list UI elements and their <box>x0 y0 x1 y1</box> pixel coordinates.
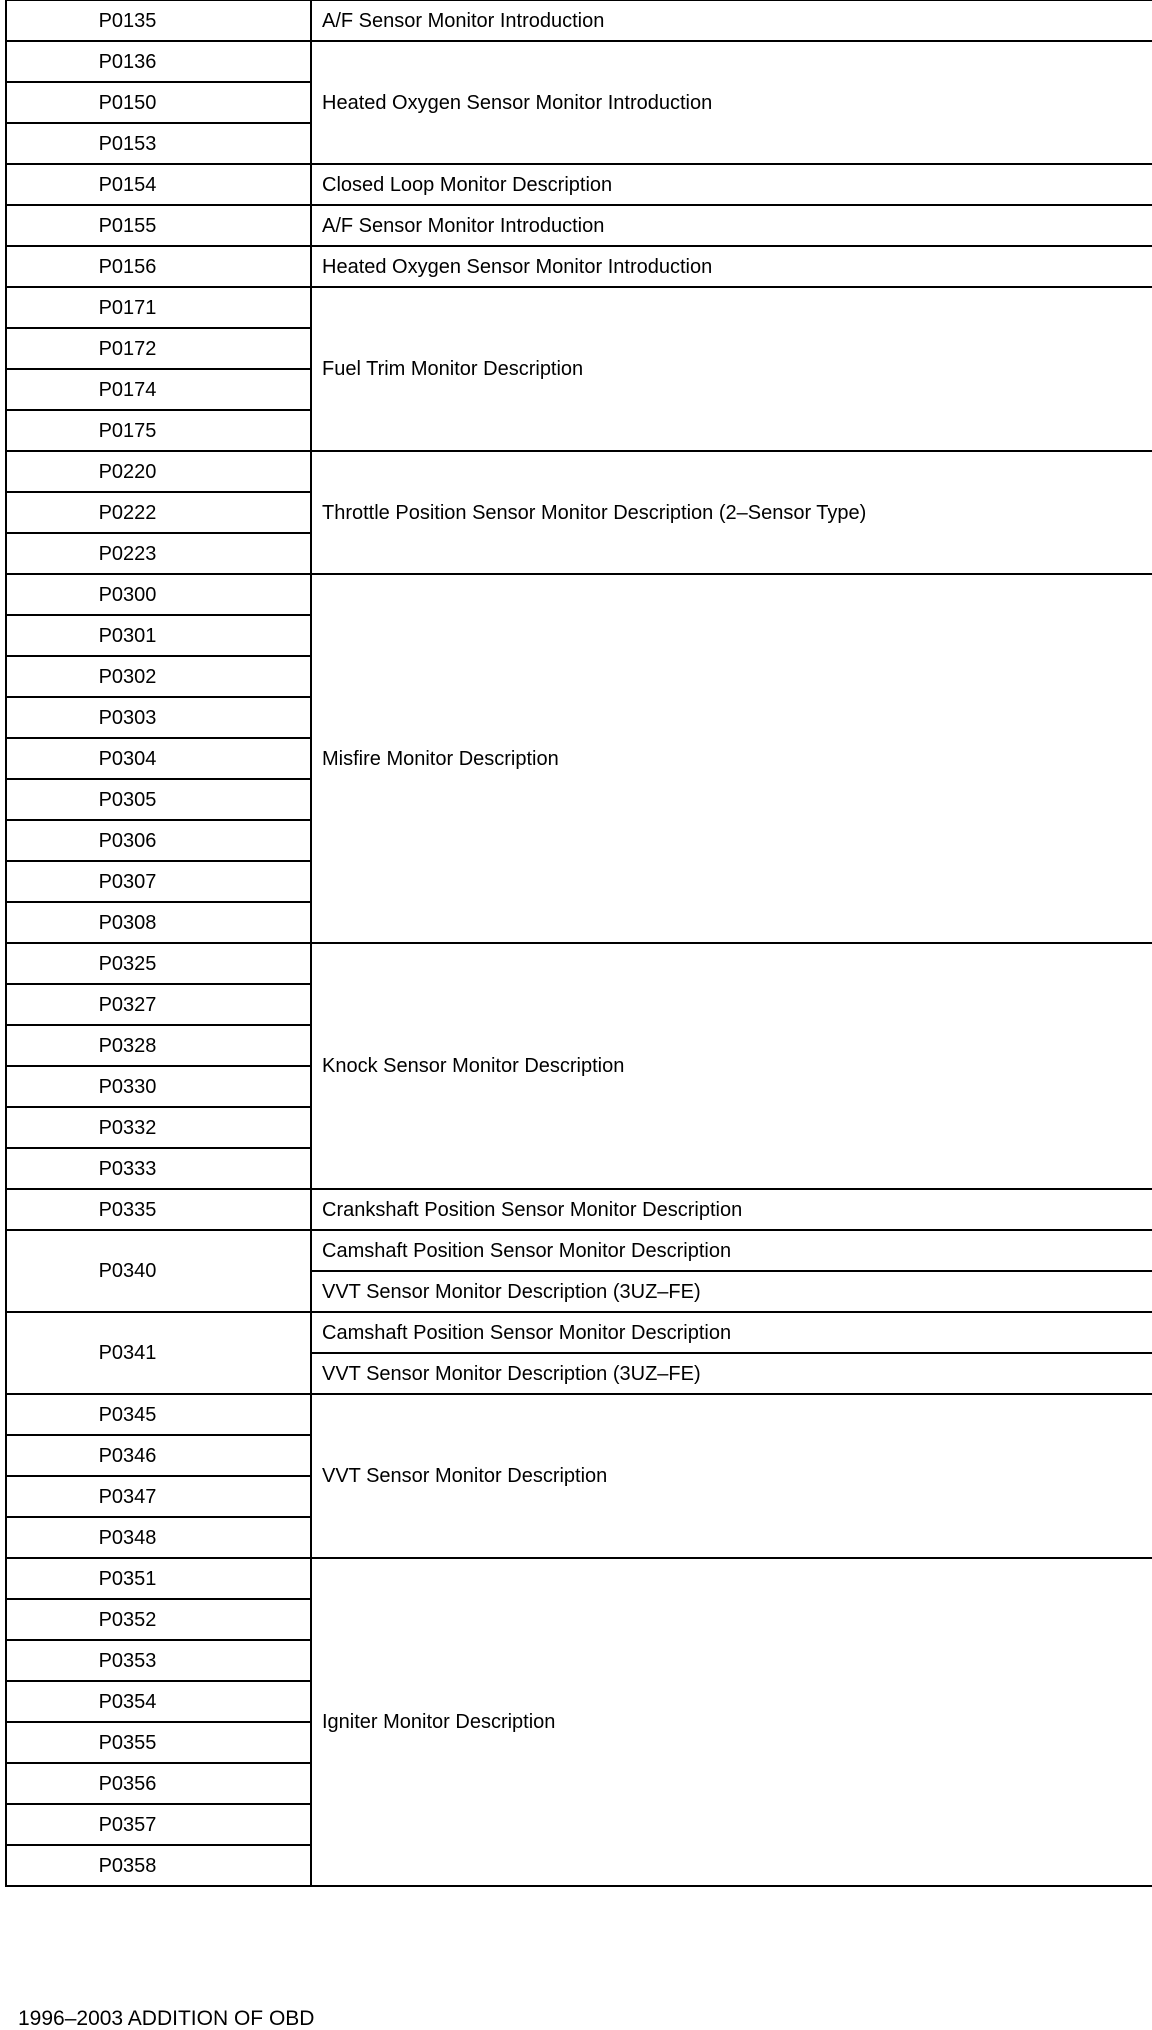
dtc-code-cell: P0352 <box>6 1599 311 1640</box>
dtc-code-cell: P0304 <box>6 738 311 779</box>
monitor-description-cell: Camshaft Position Sensor Monitor Description <box>311 1312 1152 1353</box>
monitor-description-cell: Closed Loop Monitor Description <box>311 164 1152 205</box>
dtc-code-cell: P0341 <box>6 1312 311 1394</box>
dtc-code-cell: P0345 <box>6 1394 311 1435</box>
table-row <box>6 943 1152 984</box>
monitor-description-cell: VVT Sensor Monitor Description (3UZ–FE) <box>311 1353 1152 1394</box>
dtc-code-cell: P0222 <box>6 492 311 533</box>
dtc-code-cell: P0303 <box>6 697 311 738</box>
monitor-description-cell: Igniter Monitor Description <box>311 1558 1152 1886</box>
dtc-code-cell: P0330 <box>6 1066 311 1107</box>
table-row <box>6 574 1152 615</box>
table-row <box>6 451 1152 492</box>
dtc-code-cell: P0332 <box>6 1107 311 1148</box>
table-row <box>6 1189 1152 1230</box>
monitor-description-cell: Heated Oxygen Sensor Monitor Introduction <box>311 246 1152 287</box>
monitor-description-cell: VVT Sensor Monitor Description <box>311 1394 1152 1558</box>
table-row <box>6 1312 1152 1353</box>
dtc-code-cell: P0302 <box>6 656 311 697</box>
dtc-code-cell: P0150 <box>6 82 311 123</box>
dtc-code-cell: P0351 <box>6 1558 311 1599</box>
table-row <box>6 287 1152 328</box>
dtc-code-cell: P0175 <box>6 410 311 451</box>
dtc-code-cell: P0308 <box>6 902 311 943</box>
table-row <box>6 246 1152 287</box>
dtc-code-cell: P0358 <box>6 1845 311 1886</box>
dtc-code-cell: P0172 <box>6 328 311 369</box>
monitor-description-cell: A/F Sensor Monitor Introduction <box>311 205 1152 246</box>
dtc-code-cell: P0136 <box>6 41 311 82</box>
table-row <box>6 1 1152 42</box>
dtc-code-cell: P0153 <box>6 123 311 164</box>
dtc-code-cell: P0355 <box>6 1722 311 1763</box>
table-row <box>6 205 1152 246</box>
table-row <box>6 41 1152 82</box>
dtc-code-cell: P0223 <box>6 533 311 574</box>
dtc-code-cell: P0354 <box>6 1681 311 1722</box>
dtc-code-cell: P0156 <box>6 246 311 287</box>
dtc-code-cell: P0356 <box>6 1763 311 1804</box>
dtc-code-cell: P0301 <box>6 615 311 656</box>
dtc-code-cell: P0300 <box>6 574 311 615</box>
dtc-code-cell: P0335 <box>6 1189 311 1230</box>
monitor-description-cell: Throttle Position Sensor Monitor Description (2–Sensor Type) <box>311 451 1152 574</box>
dtc-code-cell: P0357 <box>6 1804 311 1845</box>
monitor-description-cell: Misfire Monitor Description <box>311 574 1152 943</box>
dtc-code-cell: P0333 <box>6 1148 311 1189</box>
page-footer: 1996–2003 ADDITION OF OBD <box>18 2007 315 2030</box>
table-row <box>6 1558 1152 1599</box>
dtc-code-cell: P0346 <box>6 1435 311 1476</box>
dtc-code-cell: P0155 <box>6 205 311 246</box>
monitor-description-cell: Crankshaft Position Sensor Monitor Description <box>311 1189 1152 1230</box>
dtc-code-cell: P0348 <box>6 1517 311 1558</box>
dtc-code-cell: P0305 <box>6 779 311 820</box>
monitor-description-cell: Fuel Trim Monitor Description <box>311 287 1152 451</box>
dtc-code-cell: P0220 <box>6 451 311 492</box>
monitor-description-cell: VVT Sensor Monitor Description (3UZ–FE) <box>311 1271 1152 1312</box>
dtc-code-cell: P0347 <box>6 1476 311 1517</box>
dtc-code-cell: P0307 <box>6 861 311 902</box>
dtc-code-cell: P0135 <box>6 1 311 42</box>
dtc-code-cell: P0327 <box>6 984 311 1025</box>
monitor-description-cell: Camshaft Position Sensor Monitor Description <box>311 1230 1152 1271</box>
dtc-code-cell: P0328 <box>6 1025 311 1066</box>
dtc-code-cell: P0306 <box>6 820 311 861</box>
table-row <box>6 1230 1152 1271</box>
table-row <box>6 1394 1152 1435</box>
dtc-code-cell: P0174 <box>6 369 311 410</box>
dtc-code-cell: P0325 <box>6 943 311 984</box>
dtc-table <box>5 0 1152 1887</box>
monitor-description-cell: A/F Sensor Monitor Introduction <box>311 1 1152 42</box>
dtc-code-cell: P0353 <box>6 1640 311 1681</box>
monitor-description-cell: Heated Oxygen Sensor Monitor Introduction <box>311 41 1152 164</box>
monitor-description-cell: Knock Sensor Monitor Description <box>311 943 1152 1189</box>
dtc-code-cell: P0340 <box>6 1230 311 1312</box>
dtc-code-cell: P0154 <box>6 164 311 205</box>
dtc-code-cell: P0171 <box>6 287 311 328</box>
table-row <box>6 164 1152 205</box>
